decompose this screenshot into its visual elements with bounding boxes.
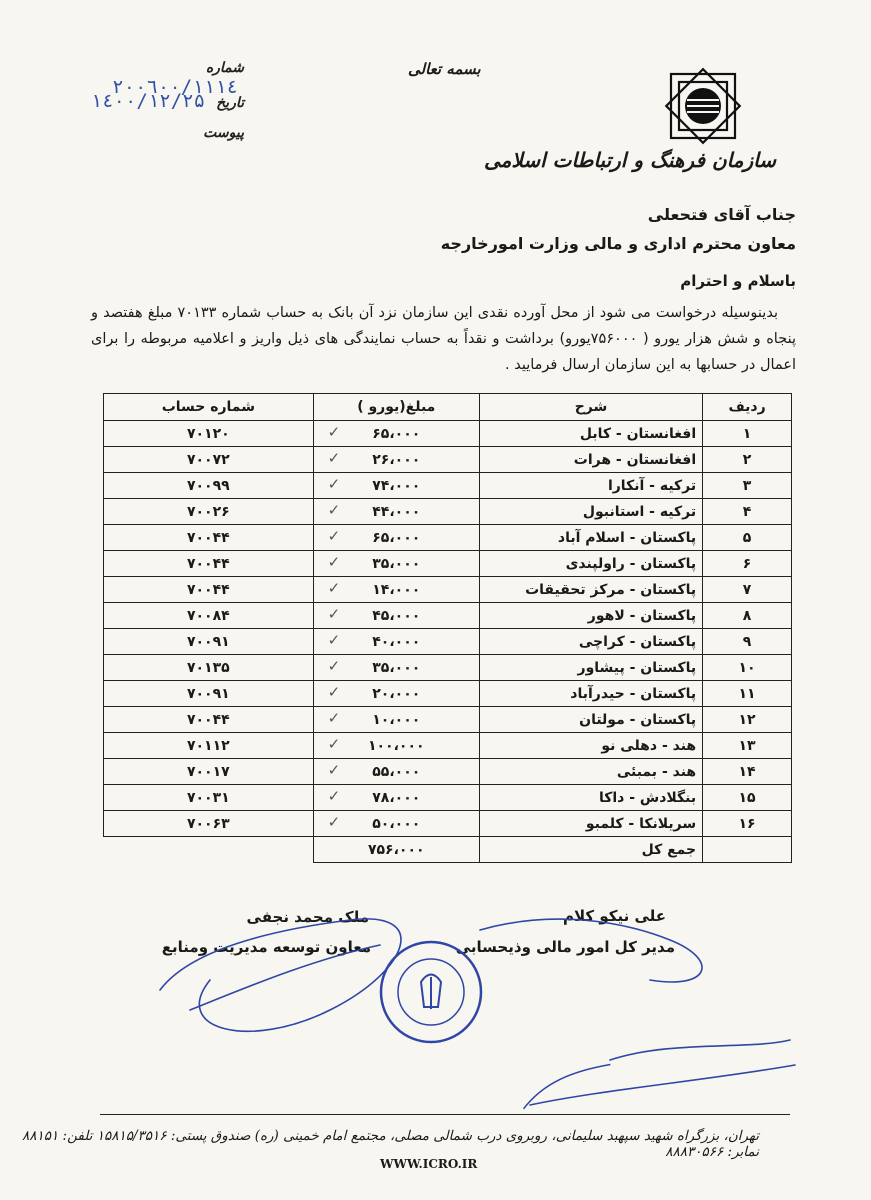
row-index-text: ۱: [742, 425, 752, 442]
table-row: [104, 473, 792, 499]
footer-address: تهران، بزرگراه شهید سپهبد سلیمانی، روبروی درب شمالی مصلی، مجتمع امام خمینی (ره) صندوق پستی: ۱۵۸۱۵/۳۵۱۶ تلفن: ۸۸۱۵۱ نمابر: ۸۸۸۳۰۵۶۶: [21, 1128, 759, 1160]
table-row: [104, 811, 792, 837]
checkmark-icon: ✓: [327, 527, 341, 545]
checkmark-icon: ✓: [327, 423, 341, 441]
row-index: [703, 499, 792, 525]
letter-date-value: ۱٤۰۰/۱۲/۲۵: [90, 90, 206, 112]
table-row: [104, 525, 792, 551]
row-index: [703, 629, 792, 655]
row-account: [104, 551, 314, 577]
row-description-text: بنگلادش - داکا: [598, 789, 697, 806]
row-description: [479, 733, 702, 759]
row-index-text: ۱۳: [738, 737, 756, 754]
row-account: [104, 629, 314, 655]
row-index-text: ۱۰: [738, 659, 756, 676]
checkmark-icon: ✓: [327, 553, 341, 571]
row-description-text: افغانستان - کابل: [579, 425, 697, 442]
right-signatory-title: مدیر کل امور مالی وذیحسابی: [455, 938, 675, 956]
row-amount-text: ۷۴،۰۰۰: [372, 477, 421, 494]
row-index: [703, 603, 792, 629]
row-amount: [313, 629, 479, 655]
row-description: [479, 811, 702, 837]
row-amount: [313, 577, 479, 603]
row-amount-text: ۲۶،۰۰۰: [372, 451, 421, 468]
row-account-text: ۷۰۰۲۶: [186, 503, 230, 520]
row-description: [479, 499, 702, 525]
row-index: [703, 525, 792, 551]
row-amount: [313, 499, 479, 525]
row-account: [104, 473, 314, 499]
row-account-text: ۷۰۰۴۴: [186, 555, 230, 572]
row-account-text: ۷۰۱۳۵: [186, 659, 230, 676]
row-amount: [313, 681, 479, 707]
row-amount-text: ۴۰،۰۰۰: [372, 633, 421, 650]
row-index-text: ۴: [742, 503, 752, 520]
table-row: [104, 759, 792, 785]
row-account-text: ۷۰۱۲۰: [186, 425, 230, 442]
row-description: [479, 785, 702, 811]
row-account: [104, 421, 314, 447]
checkmark-icon: ✓: [327, 787, 341, 805]
row-account: [104, 707, 314, 733]
row-description-text: پاکستان - کراچی: [578, 633, 697, 650]
row-amount-text: ۷۸،۰۰۰: [372, 789, 421, 806]
row-account-text: ۷۰۰۶۳: [186, 815, 230, 832]
row-amount-text: ۶۵،۰۰۰: [372, 425, 421, 442]
row-amount: [313, 525, 479, 551]
row-index-text: ۷: [742, 581, 752, 598]
footer-website: WWW.ICRO.IR: [380, 1157, 478, 1171]
row-index-text: ۵: [742, 529, 752, 546]
official-seal-icon: [376, 937, 486, 1047]
row-amount: [313, 655, 479, 681]
row-description-text: سریلانکا - کلمبو: [585, 815, 697, 832]
bismillah-heading: بسمه تعالی: [408, 60, 481, 78]
checkmark-icon: ✓: [327, 579, 341, 597]
table-row: [104, 707, 792, 733]
row-index: [703, 421, 792, 447]
row-index-text: ۱۲: [738, 711, 756, 728]
row-description-text: هند - دهلی نو: [601, 737, 697, 754]
row-description-text: هند - بمبئی: [616, 763, 697, 780]
checkmark-icon: ✓: [327, 735, 341, 753]
header-description: شرح: [479, 394, 702, 421]
organization-name: سازمان فرهنگ و ارتباطات اسلامی: [484, 148, 776, 172]
right-signatory-name: علی نیکو کلام: [563, 907, 666, 925]
row-amount: [313, 785, 479, 811]
checkmark-icon: ✓: [327, 605, 341, 623]
row-description-text: پاکستان - لاهور: [587, 607, 697, 624]
row-account: [104, 759, 314, 785]
table-row: [104, 681, 792, 707]
row-amount-text: ۱۴،۰۰۰: [372, 581, 421, 598]
letter-body: بدینوسیله درخواست می شود از محل آورده نقدی این سازمان نزد آن بانک به حساب شماره ۷۰۱۳۳ مبلغ هفتصد و پنجاه و شش هزار یورو ( ۷۵۶۰۰۰یورو) برداشت و نقداً به حساب نمایندگی های ذیل واریز و اعلامیه مربوطه را برای اعمال در حسابها به این سازمان ارسال فرمایید .: [91, 305, 796, 373]
attachment-label: پیوست: [203, 125, 244, 141]
row-index: [703, 447, 792, 473]
row-description: [479, 577, 702, 603]
row-description-text: پاکستان - حیدرآباد: [570, 685, 697, 702]
checkmark-icon: ✓: [327, 761, 341, 779]
table-row: [104, 655, 792, 681]
table-row: [104, 551, 792, 577]
row-amount-text: ۵۵،۰۰۰: [372, 763, 421, 780]
row-index: [703, 759, 792, 785]
row-description: [479, 421, 702, 447]
row-description: [479, 629, 702, 655]
table-header-row: [104, 394, 792, 421]
row-description-text: افغانستان - هرات: [573, 451, 697, 468]
row-amount-text: ۶۵،۰۰۰: [372, 529, 421, 546]
left-signatory-name: ملک محمد نجفی: [246, 908, 369, 926]
row-index: [703, 811, 792, 837]
row-amount-text: ۴۵،۰۰۰: [372, 607, 421, 624]
row-account-text: ۷۰۰۴۴: [186, 581, 230, 598]
table-row: [104, 421, 792, 447]
checkmark-icon: ✓: [327, 709, 341, 727]
letter-number-value: ۲۰۰٦۰۰/۱۱۱٤: [112, 76, 238, 98]
checkmark-icon: ✓: [327, 631, 341, 649]
row-amount-text: ۳۵،۰۰۰: [372, 659, 421, 676]
total-value: ۷۵۶،۰۰۰: [313, 837, 479, 863]
row-account-text: ۷۰۰۸۴: [186, 607, 230, 624]
row-account-text: ۷۰۰۹۹: [186, 477, 230, 494]
row-description-text: پاکستان - راولپندی: [565, 555, 697, 572]
row-index-text: ۱۵: [738, 789, 756, 806]
row-index: [703, 551, 792, 577]
row-index: [703, 473, 792, 499]
number-label: شماره: [205, 60, 244, 76]
row-amount: [313, 447, 479, 473]
table-body: [104, 421, 792, 837]
row-amount-text: ۳۵،۰۰۰: [372, 555, 421, 572]
row-index-text: ۸: [742, 607, 752, 624]
row-description: [479, 681, 702, 707]
row-description: [479, 525, 702, 551]
table-row: [104, 733, 792, 759]
row-account: [104, 733, 314, 759]
row-index: [703, 655, 792, 681]
row-account-text: ۷۰۰۴۴: [186, 529, 230, 546]
table-row: [104, 603, 792, 629]
total-row: [104, 837, 792, 863]
checkmark-icon: ✓: [327, 657, 341, 675]
row-amount: [313, 811, 479, 837]
row-amount-text: ۱۰۰،۰۰۰: [367, 737, 425, 754]
left-signatory-title: معاون توسعه مدیریت ومنابع: [161, 938, 371, 956]
row-account-text: ۷۰۰۳۱: [186, 789, 230, 806]
row-amount: [313, 421, 479, 447]
row-index-text: ۱۱: [738, 685, 756, 702]
row-index-text: ۳: [742, 477, 752, 494]
row-description-text: ترکیه - آنکارا: [607, 477, 697, 494]
table-row: [104, 577, 792, 603]
row-description: [479, 551, 702, 577]
row-account-text: ۷۰۱۱۲: [186, 737, 230, 754]
row-account: [104, 785, 314, 811]
row-amount-text: ۵۰،۰۰۰: [372, 815, 421, 832]
row-index-text: ۱۴: [738, 763, 756, 780]
row-description: [479, 759, 702, 785]
row-index: [703, 707, 792, 733]
row-amount: [313, 707, 479, 733]
row-description: [479, 707, 702, 733]
row-account: [104, 447, 314, 473]
checkmark-icon: ✓: [327, 813, 341, 831]
row-index: [703, 785, 792, 811]
row-index: [703, 733, 792, 759]
checkmark-icon: ✓: [327, 501, 341, 519]
checkmark-icon: ✓: [327, 475, 341, 493]
row-description-text: پاکستان - مرکز تحقیقات: [525, 581, 697, 598]
row-index-text: ۲: [742, 451, 752, 468]
header-amount: مبلغ(یورو ): [313, 394, 479, 421]
checkmark-icon: ✓: [327, 683, 341, 701]
attachment-row: [84, 122, 244, 146]
row-description: [479, 603, 702, 629]
row-account: [104, 577, 314, 603]
row-amount-text: ۱۰،۰۰۰: [372, 711, 421, 728]
footer-divider: [100, 1114, 790, 1115]
row-amount: [313, 473, 479, 499]
total-label: جمع کل: [479, 837, 702, 863]
row-description: [479, 655, 702, 681]
transfer-table: [103, 393, 792, 863]
checkmark-icon: ✓: [327, 449, 341, 467]
row-amount: [313, 551, 479, 577]
letter-date-row: [84, 90, 244, 118]
row-index: [703, 577, 792, 603]
row-description-text: ترکیه - استانبول: [582, 503, 697, 520]
row-account: [104, 603, 314, 629]
row-description-text: پاکستان - پیشاور: [577, 659, 697, 676]
row-account-text: ۷۰۰۹۱: [186, 685, 230, 702]
row-description-text: پاکستان - اسلام آباد: [557, 529, 697, 546]
row-account: [104, 499, 314, 525]
row-amount-text: ۴۴،۰۰۰: [372, 503, 421, 520]
row-amount-text: ۲۰،۰۰۰: [372, 685, 421, 702]
row-account-text: ۷۰۰۱۷: [186, 763, 230, 780]
row-account-text: ۷۰۰۹۱: [186, 633, 230, 650]
row-account: [104, 655, 314, 681]
salutation: باسلام و احترام: [680, 272, 796, 290]
row-description: [479, 447, 702, 473]
recipient-title: معاون محترم اداری و مالی وزارت امورخارجه: [440, 234, 796, 253]
date-label: تاریخ: [216, 95, 244, 111]
row-index-text: ۶: [742, 555, 752, 572]
row-index-text: ۱۶: [738, 815, 756, 832]
row-amount: [313, 603, 479, 629]
table-row: [104, 785, 792, 811]
row-account-text: ۷۰۰۷۲: [186, 451, 230, 468]
organization-logo: [655, 58, 751, 154]
row-index: [703, 681, 792, 707]
row-account: [104, 525, 314, 551]
row-account-text: ۷۰۰۴۴: [186, 711, 230, 728]
table-row: [104, 499, 792, 525]
recipient-name: جناب آقای فتحعلی: [647, 205, 796, 224]
row-description: [479, 473, 702, 499]
row-account: [104, 681, 314, 707]
row-account: [104, 811, 314, 837]
row-index-text: ۹: [742, 633, 752, 650]
row-amount: [313, 733, 479, 759]
letter-number-row: [84, 57, 244, 98]
table-row: [104, 447, 792, 473]
header-index: ردیف: [703, 394, 792, 421]
header-account: شماره حساب: [104, 394, 314, 421]
table-row: [104, 629, 792, 655]
row-description-text: پاکستان - مولتان: [579, 711, 697, 728]
row-amount: [313, 759, 479, 785]
